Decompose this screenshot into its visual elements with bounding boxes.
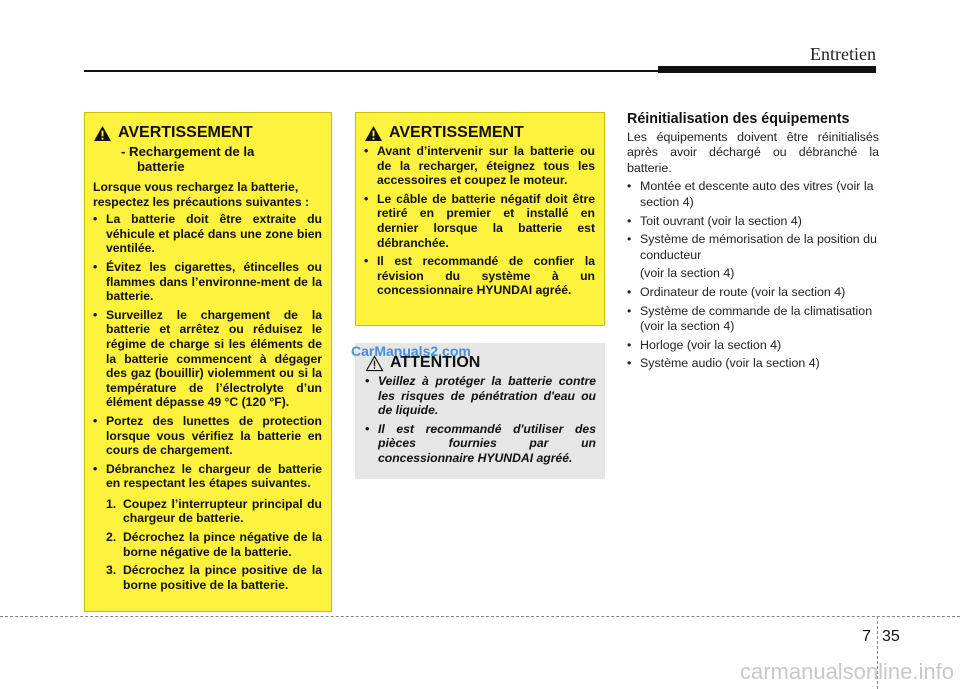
reset-intro: Les équipements doivent être réinitialisés après avoir déchargé ou débranché la batterie. — [627, 129, 879, 175]
step-item — [93, 530, 322, 559]
reset-section — [627, 112, 879, 375]
step-text: Coupez l’interrupteur principal du chargeur de batterie. — [123, 496, 322, 526]
list-item: • Système audio (voir la section 4) — [627, 356, 879, 372]
step-text: Décrochez la pince négative de la borne négative de la batterie. — [123, 530, 322, 559]
list-item: • Débranchez le chargeur de batterie en respectant les étapes suivantes. — [93, 462, 322, 491]
warning-subtitle-cont: batterie — [137, 159, 185, 174]
warning-title: AVERTISSEMENT — [118, 124, 253, 142]
header-rule-bold — [658, 66, 876, 73]
list-item: • Portez des lunettes de protection lorsque vous vérifiez la batterie en cours de chargement. — [93, 414, 322, 458]
list-item: • Il est recommandé d'utiliser des pièces fournies par un concessionnaire HYUNDAI agréé. — [365, 422, 596, 466]
watermark: CarManuals2.com — [351, 343, 471, 359]
steps-list — [93, 497, 322, 593]
warning-intro: Lorsque vous rechargez la batterie, respectez les précautions suivantes : — [93, 180, 310, 209]
warning-subtitle: - Rechargement de la — [121, 144, 255, 159]
list-item: • Surveillez le chargement de la batterie et arrêtez ou réduisez le régime de charge si les éléments de la batterie commencent à dégager des gaz (bouillir) violemment ou si la température de l’électrolyte d’un élément dépasse 49 °C (120 °F). — [93, 308, 322, 410]
warning-triangle-icon — [364, 125, 383, 142]
list-item: • Le câble de batterie négatif doit être retiré en premier et installé en dernier lorsque la batterie est débranchée. — [364, 192, 595, 250]
warning-title: AVERTISSEMENT — [389, 124, 524, 142]
attention-box — [355, 343, 605, 479]
step-item — [93, 563, 322, 592]
header-rule — [84, 70, 660, 72]
attention-title: ATTENTION — [390, 354, 481, 372]
footer-watermark: carmanualsonline.info — [739, 659, 954, 684]
list-item: • Ordinateur de route (voir la section 4) — [627, 285, 879, 301]
attention-list — [365, 374, 596, 466]
list-item-continuation: (voir la section 4) — [640, 266, 735, 281]
list-item: • Horloge (voir la section 4) — [627, 338, 879, 354]
warning-box-battery — [355, 112, 605, 326]
list-item: • Il est recommandé de confier la révision du système à un concessionnaire HYUNDAI agréé. — [364, 254, 595, 298]
list-item: • Toit ouvrant (voir la section 4) — [627, 214, 879, 230]
reset-heading: Réinitialisation des équipements — [627, 111, 850, 127]
list-item: • La batterie doit être extraite du véhicule et placé dans une zone bien ventilée. — [93, 212, 322, 256]
step-item — [93, 497, 322, 526]
warning-list — [364, 144, 595, 298]
step-number: 1. — [106, 496, 117, 511]
warning-list — [93, 212, 322, 491]
reset-list-cont — [627, 285, 879, 372]
step-number: 3. — [106, 563, 117, 578]
step-text: Décrochez la pince positive de la borne positive de la batterie. — [123, 563, 322, 592]
footer-rule — [0, 616, 960, 617]
reset-list — [627, 179, 879, 263]
warning-box-charging — [84, 112, 332, 612]
chapter-number: 7 — [862, 628, 871, 645]
list-item: • Avant d’intervenir sur la batterie ou de la recharger, éteignez tous les accessoires et coupez le moteur. — [364, 144, 595, 188]
list-item: • Système de commande de la climatisation (voir la section 4) — [627, 304, 879, 335]
warning-triangle-icon — [93, 125, 112, 142]
section-title: Entretien — [810, 44, 876, 64]
list-item: • Système de mémorisation de la position du conducteur — [627, 232, 879, 263]
list-item: • Montée et descente auto des vitres (voir la section 4) — [627, 179, 879, 210]
step-number: 2. — [106, 530, 117, 545]
page-number: 35 — [882, 628, 900, 645]
list-item: • Évitez les cigarettes, étincelles ou flammes dans l’environne-ment de la batterie. — [93, 260, 322, 304]
list-item: • Veillez à protéger la batterie contre les risques de pénétration d'eau ou de liquide. — [365, 374, 596, 418]
